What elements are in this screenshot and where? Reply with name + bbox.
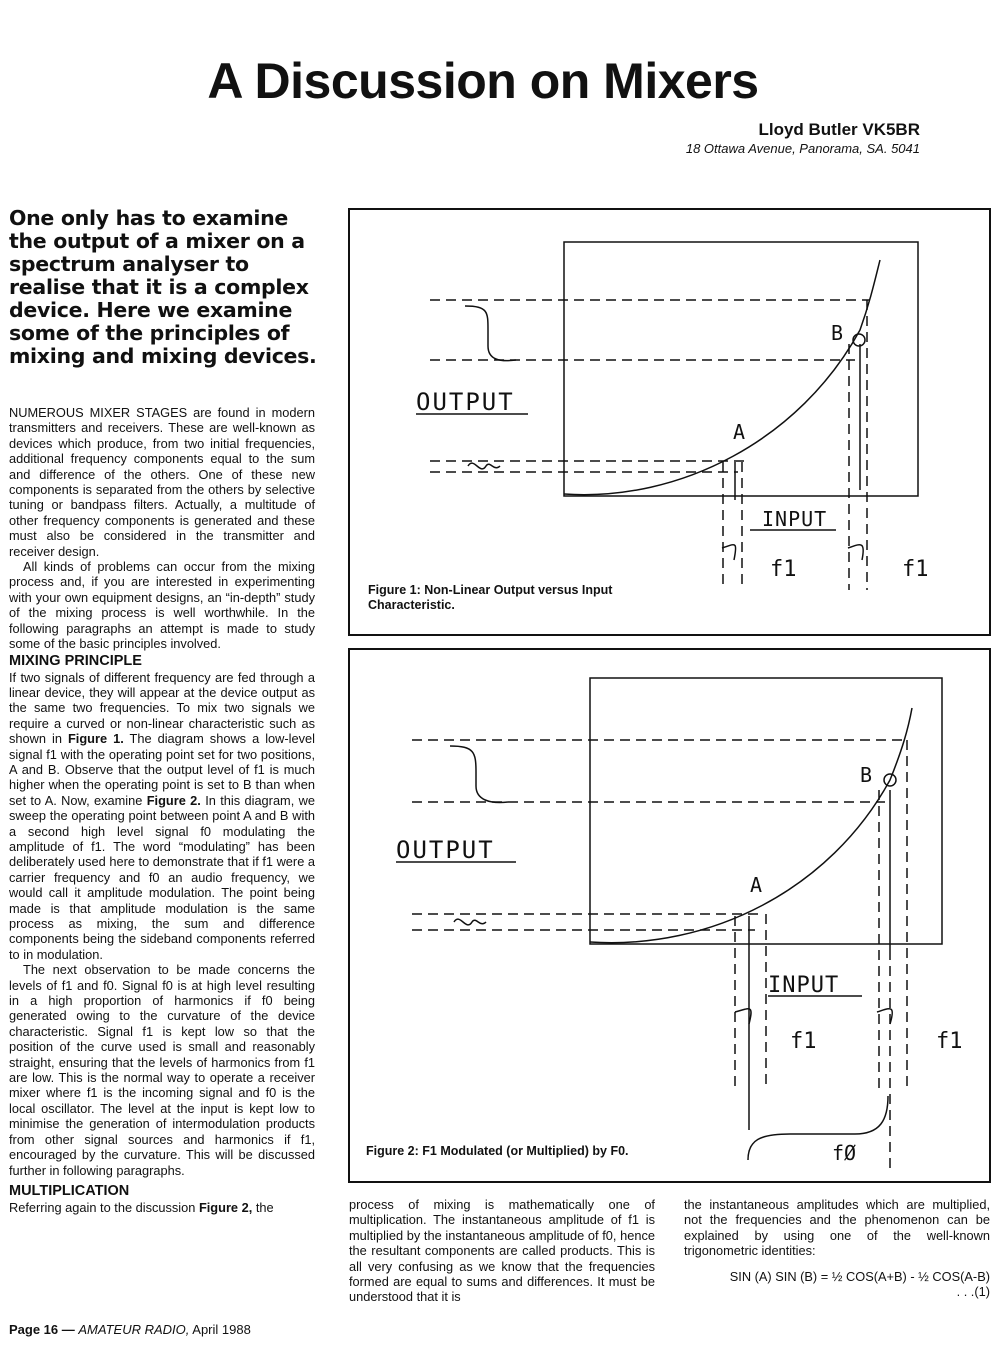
footer-date: April 1988 bbox=[189, 1322, 251, 1337]
mult-text-a: Referring again to the discussion bbox=[9, 1199, 199, 1215]
fig2-label-f1-right: f1 bbox=[936, 1029, 963, 1054]
fig1-output-bracket-b bbox=[465, 306, 516, 361]
lead-paragraph: One only has to examine the output of a mixer on a spectrum analyser to realise that it is a complex device. Here we examine some of the principles of mixing and mixing devices. bbox=[9, 206, 317, 368]
column-2-paragraph: process of mixing is mathematically one of multiplication. The instantaneous amplitude of f1 is multiplied by the instantaneous amplitude of f0, hence the resultant components are called products. This is all very confusing as we know that the frequencies formed are equal to sums and differences. It must be understood that it is bbox=[349, 1197, 655, 1305]
intro-paragraph-1: NUMEROUS MIXER STAGES are found in modern transmitters and receivers. These are well-known as devices which produce, from two initial frequencies, additional frequency components equal to the sum and difference of the others. One of these new components is separated from the others by selective tuning or bandpass filters. Actually, a multitude of other frequency components is generated and these must also be considered in the transmitter and receiver design. bbox=[9, 405, 315, 559]
fig2-label-f0: fØ bbox=[832, 1141, 857, 1165]
intro-paragraph-2: All kinds of problems can occur from the mixing process and, if you are interested in experimenting with your own equipment designs, an “in-depth” study of the mixing process is well worthwhile. In the following paragraphs an attempt is made to study some of the basic principles involved. bbox=[9, 559, 315, 652]
footer-magazine: AMATEUR RADIO, bbox=[78, 1322, 190, 1337]
mixing-text-e: In this diagram, we sweep the operating point between point A and B with a second high level signal f0 modulating the amplitude of f1. The word “modulating” has been deliberately used here to demonstrate that if f1 were a carrier frequency and f0 an audio frequency, we would call it amplitude modulation. The point being made is that amplitude modulation is the same process as mixing, the sum and difference components being the sideband components referred to in modulation. bbox=[9, 792, 315, 962]
fig2-label-output: OUTPUT bbox=[396, 836, 495, 864]
fig1-label-input: INPUT bbox=[762, 507, 828, 531]
fig1-characteristic-curve bbox=[564, 260, 880, 495]
mixing-paragraph-1 bbox=[9, 670, 315, 963]
fig1-input-wave-b bbox=[848, 545, 863, 560]
fig1-label-output: OUTPUT bbox=[416, 388, 515, 416]
fig1-input-wave-a bbox=[722, 545, 736, 560]
heading-multiplication: MULTIPLICATION bbox=[9, 1182, 130, 1199]
column-2 bbox=[349, 1197, 655, 1305]
article-title: A Discussion on Mixers bbox=[207, 53, 759, 109]
fig1-label-a: A bbox=[733, 420, 746, 444]
fig1-label-b: B bbox=[831, 321, 844, 345]
fig2-label-b: B bbox=[860, 763, 873, 787]
column-1 bbox=[9, 405, 315, 1215]
mult-text-c: the bbox=[252, 1199, 274, 1215]
footer-page: Page 16 — bbox=[9, 1322, 79, 1337]
fig1-label-f1-left: f1 bbox=[770, 557, 797, 582]
figure-2-reference-2: Figure 2, bbox=[198, 1199, 253, 1215]
fig2-characteristic-curve bbox=[590, 708, 912, 943]
figure-1-caption: Figure 1: Non-Linear Output versus Input Characteristic. bbox=[368, 583, 613, 612]
column-3 bbox=[684, 1197, 990, 1299]
mixing-text-c: The diagram shows a low-level signal f1 with the operating point set for two positions, A and B. Observe that the output level of f1 is much higher when the operating point is set to B than when set to A. Now, examine bbox=[9, 731, 315, 808]
fig2-label-a: A bbox=[750, 873, 763, 897]
fig2-output-bracket-b bbox=[450, 746, 508, 802]
equation: SIN (A) SIN (B) = ½ COS(A+B) - ½ COS(A-B) bbox=[729, 1268, 990, 1284]
fig2-label-f1-left: f1 bbox=[790, 1029, 817, 1054]
equation-number: . . .(1) bbox=[956, 1284, 990, 1300]
author-address: 18 Ottawa Avenue, Panorama, SA. 5041 bbox=[685, 141, 920, 156]
fig1-plot-frame bbox=[564, 242, 918, 496]
figure-1-box bbox=[348, 208, 991, 636]
figure-1-reference: Figure 1. bbox=[67, 731, 124, 747]
fig2-f0-bracket bbox=[748, 1096, 888, 1160]
fig1-output-wave-a bbox=[468, 463, 500, 469]
figure-2-reference: Figure 2. bbox=[146, 792, 201, 808]
fig2-label-input: INPUT bbox=[768, 973, 840, 998]
fig2-output-wave-a bbox=[454, 919, 486, 925]
column-3-paragraph: the instantaneous amplitudes which are multiplied, not the frequencies and the phenomenon can be explained by using one of the well-known trigonometric identities: bbox=[684, 1197, 990, 1259]
mixing-paragraph-2: The next observation to be made concerns the levels of f1 and f0. Signal f0 is at high level resulting in a high proportion of harmonics if f0 being generated owing to the curvature of the device characteristic. Signal f1 is kept low so that the position of the curve used is small and reasonably straight, ensuring that the levels of harmonics from f1 are low. This is the normal way to operate a receiver mixer where f1 is the incoming signal and f0 is the local oscillator. The level at the input is kept low to minimise the generation of intermodulation products from other signal sources and harmonics if f1, encouraged by the curvature. This will be discussed further in following paragraphs. bbox=[9, 962, 315, 1178]
page-footer bbox=[9, 1322, 251, 1337]
multiplication-paragraph bbox=[9, 1200, 315, 1215]
mixing-text-a: If two signals of different frequency are fed through a linear device, they will appear at the device output as the same two frequencies. To mix two signals we require a curved or non-linear characteristic such as shown in bbox=[9, 669, 315, 747]
fig1-label-f1-right: f1 bbox=[902, 557, 929, 582]
figure-2-caption: Figure 2: F1 Modulated (or Multiplied) by F0. bbox=[366, 1144, 629, 1158]
figure-1-diagram bbox=[350, 210, 989, 634]
figure-2-diagram bbox=[350, 650, 989, 1181]
author-name: Lloyd Butler VK5BR bbox=[758, 120, 920, 139]
heading-mixing-principle: MIXING PRINCIPLE bbox=[9, 652, 142, 669]
figure-2-box bbox=[348, 648, 991, 1183]
